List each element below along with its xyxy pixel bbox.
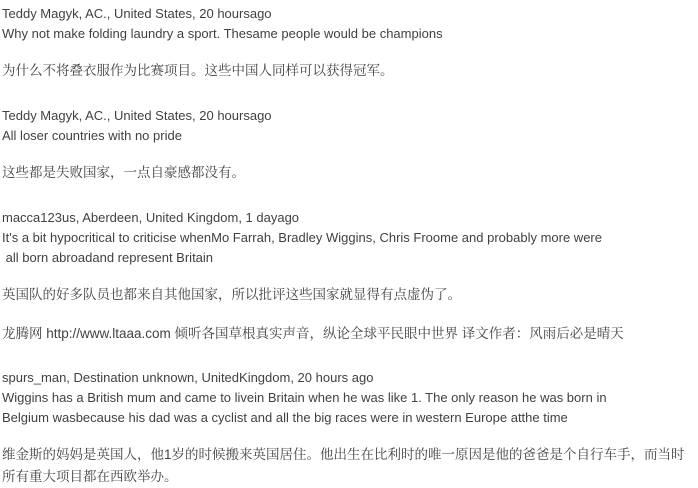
comment-translation: 维金斯的妈妈是英国人，他1岁的时候搬来英国居住。他出生在比利时的唯一原因是他的爸爸是个自行车手，而当时所有重大项目都在西欧举办。 <box>2 447 685 484</box>
comment-author-line: spurs_man, Destination unknown, UnitedKingdom, 20 hours ago <box>2 370 374 385</box>
comment-author-line: macca123us, Aberdeen, United Kingdom, 1 dayago <box>2 210 300 225</box>
comment <box>2 368 696 488</box>
comment-translation: 这些都是失败国家，一点自豪感都没有。 <box>2 165 245 180</box>
comment-body-line: Belgium wasbecause his dad was a cyclist and all the big races were in western Europe atthe time <box>2 410 568 425</box>
comment-body <box>2 24 696 44</box>
comment-body-line: all born abroadand represent Britain <box>2 250 214 265</box>
comment <box>2 4 696 82</box>
comment-body-line: Why not make folding laundry a sport. Thesame people would be champions <box>2 26 443 41</box>
comment <box>2 208 696 306</box>
comment-body-line: All loser countries with no pride <box>2 128 182 143</box>
comment-body <box>2 228 696 268</box>
comment-body <box>2 126 696 146</box>
comment <box>2 106 696 184</box>
comment-author-line: Teddy Magyk, AC., United States, 20 hoursago <box>2 6 272 21</box>
site-watermark: 龙腾网 http://www.ltaaa.com 倾听各国草根真实声音，纵论全球平民眼中世界 译文作者：风雨后必是晴天 <box>2 326 624 341</box>
comment-body-line: It's a bit hypocritical to criticise whenMo Farrah, Bradley Wiggins, Chris Froome and probably more were <box>2 230 602 245</box>
comment-body <box>2 388 696 428</box>
comment-author-line: Teddy Magyk, AC., United States, 20 hoursago <box>2 108 272 123</box>
comment-body-line: Wiggins has a British mum and came to livein Britain when he was like 1. The only reason he was born in <box>2 390 607 405</box>
comment-translation: 英国队的好多队员也都来自其他国家，所以批评这些国家就显得有点虚伪了。 <box>2 287 461 302</box>
comment-translation: 为什么不将叠衣服作为比赛项目。这些中国人同样可以获得冠军。 <box>2 63 394 78</box>
